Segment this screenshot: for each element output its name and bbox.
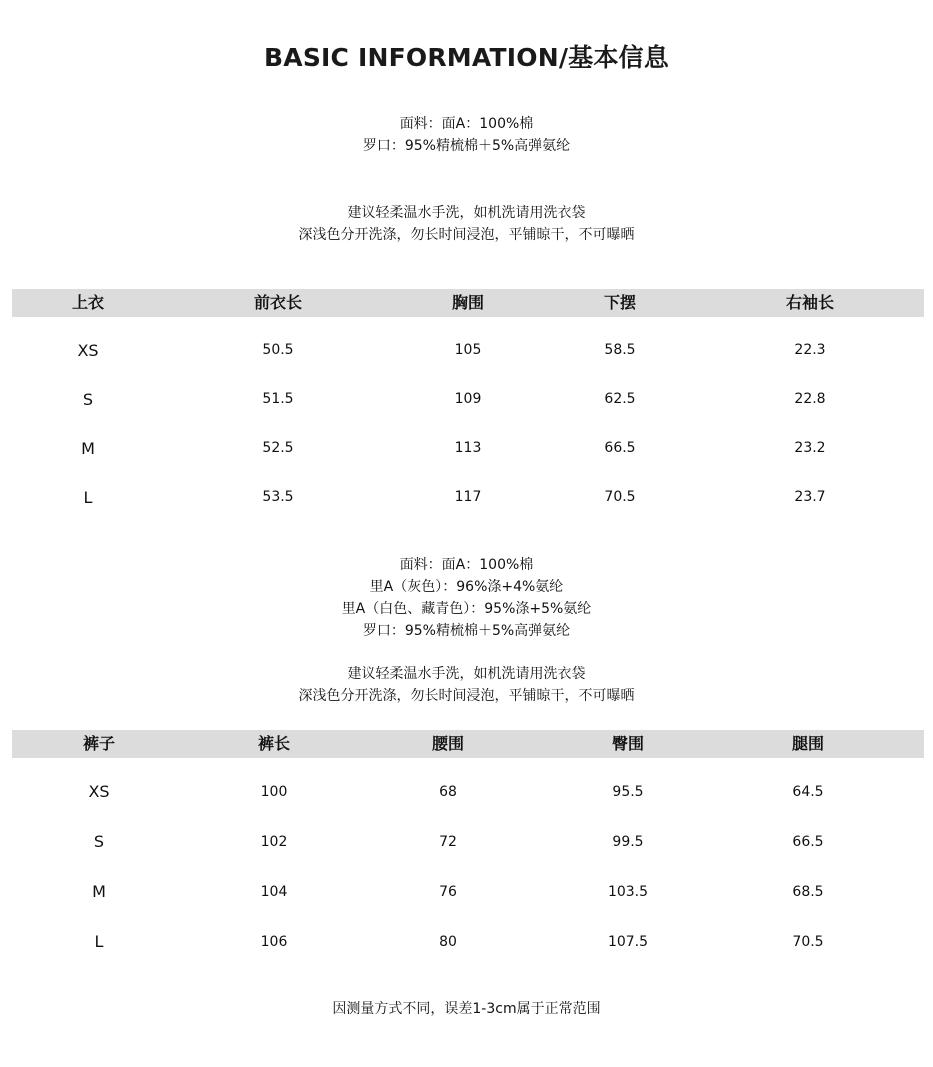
header-cell: 右袖长	[785, 293, 835, 312]
size-cell: XS	[88, 782, 110, 801]
table-row	[12, 326, 924, 375]
size-cell: S	[82, 390, 94, 409]
size-cell: M	[92, 882, 106, 901]
pants-care-line: 深浅色分开洗涤，勿长时间浸泡，平铺晾干，不可曝晒	[298, 688, 635, 704]
table-cell: 53.5	[262, 489, 294, 505]
table-cell: 23.7	[794, 489, 826, 505]
tops-fabric-info	[0, 113, 933, 157]
pants-fabric-line: 面料：面A：100%棉	[399, 557, 534, 573]
table-cell: 104	[260, 884, 288, 900]
table-cell: 22.3	[794, 342, 826, 358]
table-cell: 95.5	[612, 784, 644, 800]
tops-fabric-line: 面料：面A：100%棉	[399, 116, 534, 132]
pants-fabric-line: 里A（灰色）：96%涤+4%氨纶	[369, 579, 564, 595]
table-cell: 109	[454, 391, 482, 407]
table-cell: 23.2	[794, 440, 826, 456]
table-row	[12, 767, 924, 817]
header-cell: 腿围	[791, 734, 825, 753]
table-row	[12, 424, 924, 473]
size-cell: S	[93, 832, 105, 851]
table-cell: 100	[260, 784, 288, 800]
pants-fabric-line: 里A（白色、藏青色）：95%涤+5%氨纶	[341, 601, 592, 617]
table-row	[12, 375, 924, 424]
pants-fabric-line: 罗口：95%精梳棉＋5%高弹氨纶	[362, 623, 571, 639]
table-cell: 68.5	[792, 884, 824, 900]
table-row	[12, 817, 924, 867]
table-cell: 66.5	[604, 440, 636, 456]
table-cell: 62.5	[604, 391, 636, 407]
table-cell: 107.5	[607, 934, 649, 950]
table-cell: 70.5	[792, 934, 824, 950]
table-cell: 102	[260, 834, 288, 850]
table-cell: 68	[439, 784, 457, 800]
table-cell: 80	[439, 934, 457, 950]
table-cell: 64.5	[792, 784, 824, 800]
table-cell: 105	[454, 342, 482, 358]
size-cell: L	[83, 488, 93, 507]
tops-care-line: 建议轻柔温水手洗，如机洗请用洗衣袋	[347, 205, 586, 221]
table-cell: 70.5	[604, 489, 636, 505]
header-cell: 上衣	[71, 293, 105, 312]
table-cell: 117	[454, 489, 482, 505]
header-cell: 下摆	[603, 293, 637, 312]
measurement-note	[0, 998, 933, 1020]
tops-fabric-line: 罗口：95%精梳棉＋5%高弹氨纶	[362, 138, 571, 154]
header-cell: 腰围	[431, 734, 465, 753]
header-cell: 前衣长	[253, 293, 303, 312]
table-cell: 76	[439, 884, 457, 900]
table-cell: 51.5	[262, 391, 294, 407]
table-cell: 50.5	[262, 342, 294, 358]
table-cell: 52.5	[262, 440, 294, 456]
table-header-row	[12, 289, 924, 317]
pants-fabric-info	[0, 554, 933, 642]
table-row	[12, 867, 924, 917]
tops-care-line: 深浅色分开洗涤，勿长时间浸泡，平铺晾干，不可曝晒	[298, 227, 635, 243]
table-cell: 113	[454, 440, 482, 456]
table-cell: 22.8	[794, 391, 826, 407]
header-cell: 裤子	[82, 734, 116, 753]
pants-care-line: 建议轻柔温水手洗，如机洗请用洗衣袋	[347, 666, 586, 682]
table-header-row	[12, 730, 924, 758]
measurement-note-text: 因测量方式不同，误差1-3cm属于正常范围	[332, 1001, 601, 1017]
header-cell: 胸围	[451, 293, 485, 312]
table-cell: 72	[439, 834, 457, 850]
header-cell: 裤长	[257, 734, 291, 753]
table-cell: 58.5	[604, 342, 636, 358]
table-row	[12, 473, 924, 522]
size-cell: M	[81, 439, 95, 458]
pants-care-instructions	[0, 663, 933, 707]
size-cell: XS	[77, 341, 99, 360]
page-title: BASIC INFORMATION/基本信息	[264, 43, 669, 72]
table-cell: 66.5	[792, 834, 824, 850]
tops-care-instructions	[0, 202, 933, 246]
pants-size-table	[12, 730, 924, 967]
table-cell: 99.5	[612, 834, 644, 850]
table-row	[12, 917, 924, 967]
header-cell: 臀围	[611, 734, 645, 753]
table-cell: 106	[260, 934, 288, 950]
size-cell: L	[94, 932, 104, 951]
table-cell: 103.5	[607, 884, 649, 900]
tops-size-table	[12, 289, 924, 522]
